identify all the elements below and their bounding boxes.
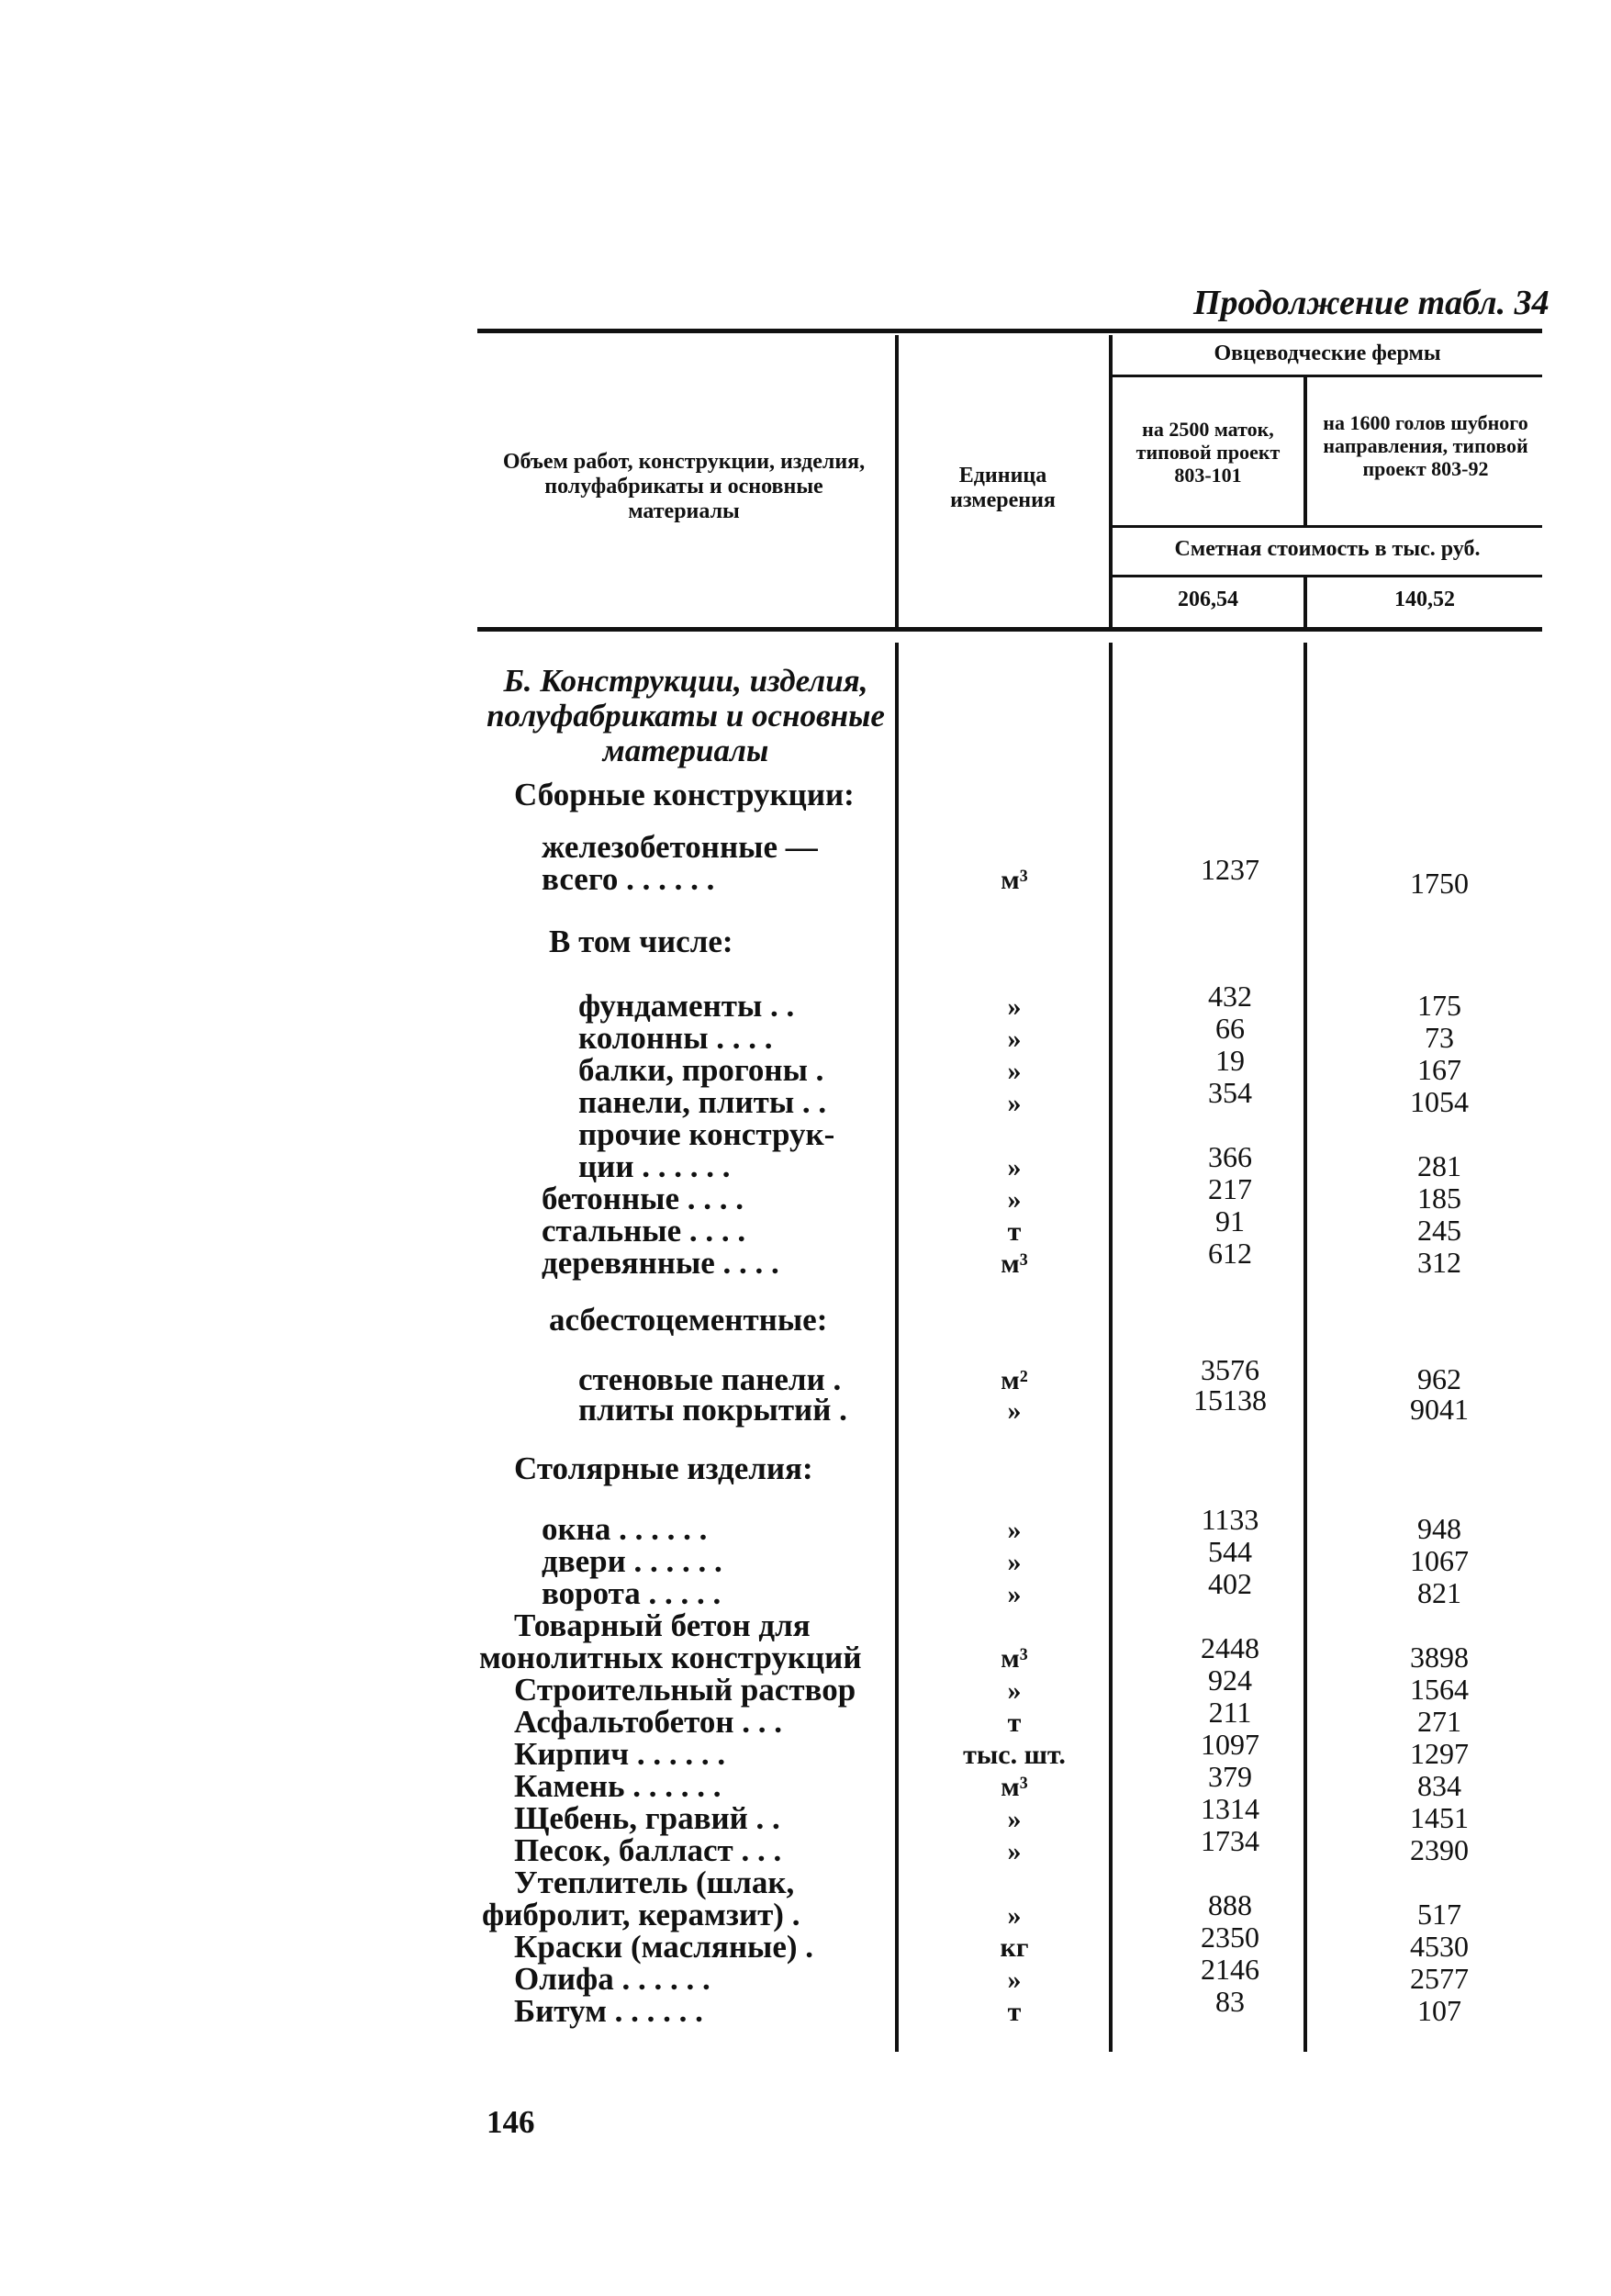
top-rule xyxy=(477,329,1542,333)
row-value-2: 271 xyxy=(1417,1705,1461,1738)
row-value-1: 1237 xyxy=(1201,853,1259,886)
row-unit: » xyxy=(1007,1515,1022,1545)
row-value-1: 366 xyxy=(1208,1140,1252,1173)
row-unit: т xyxy=(1007,1708,1022,1738)
row-value-1: 211 xyxy=(1208,1696,1252,1729)
row-value-1: 402 xyxy=(1208,1567,1252,1600)
row-label: Олифа . . . . . . xyxy=(514,1961,710,1997)
sub-rule xyxy=(1113,525,1542,528)
row-value-1: 1097 xyxy=(1201,1728,1259,1761)
row-label: окна . . . . . . xyxy=(542,1511,708,1547)
row-unit: м³ xyxy=(1001,1249,1028,1279)
row-value-2: 175 xyxy=(1417,989,1461,1022)
row-value-1: 217 xyxy=(1208,1172,1252,1205)
page-number: 146 xyxy=(487,2104,535,2140)
row-value-1: 2146 xyxy=(1201,1953,1259,1986)
header-col-work: Объем работ, конструкции, изделия, полуфабрикаты и основные материалы xyxy=(502,450,866,523)
row-unit: » xyxy=(1007,1836,1022,1866)
header-divider-3 xyxy=(1303,375,1307,526)
row-value-1: 2448 xyxy=(1201,1631,1259,1664)
row-label: монолитных конструкций xyxy=(479,1640,862,1675)
row-value-1: 544 xyxy=(1208,1535,1252,1568)
row-value-1: 612 xyxy=(1208,1237,1252,1270)
row-label: Щебень, гравий . . xyxy=(514,1800,780,1836)
header-divider-1 xyxy=(895,335,899,629)
row-label: деревянные . . . . xyxy=(542,1245,779,1281)
row-unit: м³ xyxy=(1001,1643,1028,1674)
row-unit: м³ xyxy=(1001,1772,1028,1802)
row-unit: » xyxy=(1007,1675,1022,1706)
row-label: Песок, балласт . . . xyxy=(514,1832,782,1868)
row-value-1: 3576 xyxy=(1201,1353,1259,1386)
header-divider-2 xyxy=(1109,335,1113,629)
row-value-2: 167 xyxy=(1417,1053,1461,1086)
row-label: Столярные изделия: xyxy=(514,1450,813,1486)
row-value-1: 379 xyxy=(1208,1760,1252,1793)
row-value-1: 66 xyxy=(1215,1012,1245,1045)
group-rule xyxy=(1113,375,1542,377)
header-cost-1: 206,54 xyxy=(1178,588,1238,611)
row-label: Асфальтобетон . . . xyxy=(514,1704,783,1740)
header-cost-2: 140,52 xyxy=(1394,588,1455,611)
row-value-2: 2577 xyxy=(1410,1962,1469,1995)
row-unit: » xyxy=(1007,1900,1022,1931)
row-value-1: 1734 xyxy=(1201,1824,1259,1857)
row-unit: м³ xyxy=(1001,865,1028,895)
header-cost-label: Сметная стоимость в тыс. руб. xyxy=(1174,537,1481,561)
row-label: Битум . . . . . . xyxy=(514,1993,703,2029)
row-label: фибролит, керамзит) . xyxy=(482,1897,800,1932)
row-value-1: 19 xyxy=(1215,1044,1245,1077)
row-label: Строительный раствор xyxy=(514,1672,856,1708)
row-unit: » xyxy=(1007,1088,1022,1118)
row-label: стеновые панели . xyxy=(578,1361,842,1397)
row-unit: » xyxy=(1007,1056,1022,1086)
row-label: всего . . . . . . xyxy=(542,861,715,897)
header-col-unit: Единица измерения xyxy=(950,464,1056,512)
row-label: Сборные конструкции: xyxy=(514,777,855,812)
row-value-2: 281 xyxy=(1417,1149,1461,1182)
row-value-1: 1133 xyxy=(1201,1503,1259,1536)
row-value-2: 834 xyxy=(1417,1769,1461,1802)
row-value-2: 312 xyxy=(1417,1246,1461,1279)
row-value-2: 107 xyxy=(1417,1994,1461,2027)
header-sub-1: на 2500 маток, типовой проект 803-101 xyxy=(1136,418,1281,487)
table-caption: Продолжение табл. 34 xyxy=(1193,284,1549,322)
row-value-2: 1451 xyxy=(1410,1801,1469,1834)
row-unit: » xyxy=(1007,1395,1022,1426)
row-label: панели, плиты . . xyxy=(578,1084,827,1120)
row-unit: » xyxy=(1007,1804,1022,1834)
row-label: колонны . . . . xyxy=(578,1020,773,1056)
cost-rule xyxy=(1113,575,1542,577)
row-label: Краски (масляные) . xyxy=(514,1929,814,1965)
row-label: Кирпич . . . . . . xyxy=(514,1736,726,1772)
row-value-2: 1564 xyxy=(1410,1673,1469,1706)
row-value-1: 924 xyxy=(1208,1663,1252,1697)
row-label: железобетонные — xyxy=(542,829,818,865)
row-label: Утеплитель (шлак, xyxy=(514,1865,795,1900)
row-unit: тыс. шт. xyxy=(963,1740,1066,1770)
row-value-2: 185 xyxy=(1417,1182,1461,1215)
header-sub-2: на 1600 голов шубного направления, типовой проект 803-92 xyxy=(1323,411,1528,480)
row-label: двери . . . . . . xyxy=(542,1543,722,1579)
row-label: прочие конструк- xyxy=(578,1116,835,1152)
row-value-1: 354 xyxy=(1208,1076,1252,1109)
header-group: Овцеводческие фермы xyxy=(1214,342,1441,365)
row-label: ции . . . . . . xyxy=(578,1148,731,1184)
row-unit: м² xyxy=(1001,1365,1028,1395)
row-unit: » xyxy=(1007,1152,1022,1182)
row-label: ворота . . . . . xyxy=(542,1575,722,1611)
row-label: Товарный бетон для xyxy=(514,1607,811,1643)
row-unit: т xyxy=(1007,1997,1022,2027)
row-value-2: 73 xyxy=(1425,1021,1454,1054)
row-label: В том числе: xyxy=(549,924,733,959)
row-value-2: 3898 xyxy=(1410,1641,1469,1674)
row-label: балки, прогоны . xyxy=(578,1052,824,1088)
row-label: бетонные . . . . xyxy=(542,1181,744,1216)
row-label: плиты покрытий . xyxy=(578,1392,847,1428)
row-unit: » xyxy=(1007,1965,1022,1995)
row-label: фундаменты . . xyxy=(578,988,795,1024)
row-value-2: 2390 xyxy=(1410,1833,1469,1866)
row-value-2: 1067 xyxy=(1410,1544,1469,1577)
row-value-1: 2350 xyxy=(1201,1921,1259,1954)
row-value-2: 1054 xyxy=(1410,1085,1469,1118)
row-value-2: 4530 xyxy=(1410,1930,1469,1963)
row-value-2: 821 xyxy=(1417,1576,1461,1609)
row-label: асбестоцементные: xyxy=(549,1302,828,1338)
row-unit: » xyxy=(1007,1024,1022,1054)
header-bottom-rule xyxy=(477,627,1542,632)
row-value-1: 91 xyxy=(1215,1204,1245,1238)
row-unit: » xyxy=(1007,1579,1022,1609)
row-value-1: 1314 xyxy=(1201,1792,1259,1825)
row-unit: » xyxy=(1007,1547,1022,1577)
row-value-1: 432 xyxy=(1208,980,1252,1013)
row-value-2: 9041 xyxy=(1410,1393,1469,1426)
row-unit: кг xyxy=(1000,1932,1029,1963)
row-value-2: 245 xyxy=(1417,1214,1461,1247)
section-title: Б. Конструкции, изделия, полуфабрикаты и основные материалы xyxy=(487,663,885,768)
row-value-2: 962 xyxy=(1417,1362,1461,1395)
row-unit: » xyxy=(1007,1184,1022,1215)
row-label: Камень . . . . . . xyxy=(514,1768,722,1804)
row-unit: т xyxy=(1007,1216,1022,1247)
row-value-2: 1297 xyxy=(1410,1737,1469,1770)
row-value-1: 83 xyxy=(1215,1985,1245,2018)
row-value-2: 1750 xyxy=(1410,867,1469,900)
body-divider-1 xyxy=(895,643,899,2052)
row-label: стальные . . . . xyxy=(542,1213,746,1249)
row-value-1: 888 xyxy=(1208,1888,1252,1921)
row-value-1: 15138 xyxy=(1193,1383,1267,1417)
row-unit: » xyxy=(1007,991,1022,1022)
row-value-2: 948 xyxy=(1417,1512,1461,1545)
row-value-2: 517 xyxy=(1417,1898,1461,1931)
